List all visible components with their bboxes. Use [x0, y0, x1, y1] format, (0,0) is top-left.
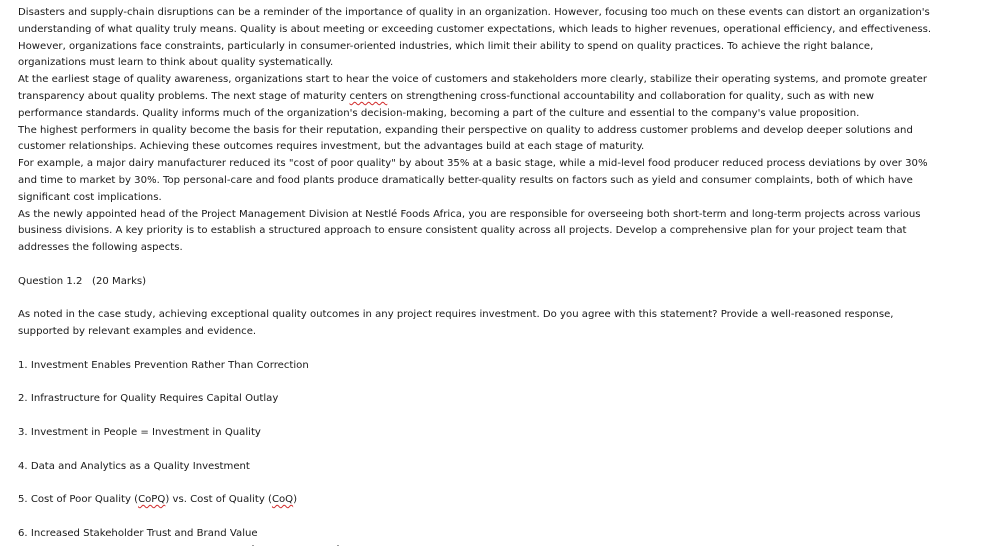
document-body	[18, 5, 938, 543]
blank-line	[18, 341, 938, 358]
list-item-5-middle: ) vs. Cost of Quality (	[165, 494, 272, 506]
paragraph-earliest-stage-part-1: At the earliest stage of quality awareness, organizations start to hear the voice of customers and stakeholders more clearly, stabilize their operating systems, and promote greater transparency about quality problems. The next stage of maturity	[18, 74, 927, 102]
list-item-1: 1. Investment Enables Prevention Rather Than Correction	[18, 359, 309, 371]
spelling-flag-copq[interactable]: CoPQ	[138, 494, 166, 506]
paragraph-earliest-stage	[18, 72, 938, 122]
stray-mark	[337, 545, 339, 546]
blank-line	[18, 291, 938, 308]
list-item-5-suffix: )	[293, 494, 298, 506]
list-item-6: 6. Increased Stakeholder Trust and Brand Value	[18, 527, 258, 539]
question-heading: Question 1.2 (20 Marks)	[18, 275, 147, 287]
paragraph-highest-performers: The highest performers in quality become the basis for their reputation, expanding their perspective on quality to address customer problems and develop deeper solutions and customer relationships. Achieving these outcomes requires investment, but the advantages build at each stage of maturity.	[18, 124, 913, 153]
paragraph-role: As the newly appointed head of the Project Management Division at Nestlé Foods Africa, you are responsible for overseeing both short-term and long-term projects across various business divisions. A key priority is to establish a structured approach to ensure consistent quality across all projects. Develop a comprehensive plan for your project team that addresses the following aspects.	[18, 208, 921, 254]
paragraph-intro: Disasters and supply-chain disruptions can be a reminder of the importance of quality in an organization. However, focusing too much on these events can distort an organization's understanding of what quality truly means. Quality is about meeting or exceeding customer expectations, which leads to higher revenues, operational efficiency, and effectiveness. However, organizations face constraints, particularly in consumer-oriented industries, which limit their ability to spend on quality practices. To achieve the right balance, organizations must learn to think about quality systematically.	[18, 7, 932, 69]
paragraph-earliest-stage-part-2: on strengthening cross-functional accountability and collaboration for quality, such as with new performance standards. Quality informs much of the organization's decision-making, becoming a part of the culture and essential to the company's value proposition.	[18, 90, 874, 119]
blank-line	[18, 442, 938, 459]
stray-mark	[252, 545, 254, 546]
blank-line	[18, 509, 938, 526]
spelling-flag-centers[interactable]: centers	[349, 90, 388, 102]
list-item-2: 2. Infrastructure for Quality Requires Capital Outlay	[18, 393, 279, 405]
blank-line	[18, 375, 938, 392]
list-item-5	[18, 492, 938, 509]
spelling-flag-coq[interactable]: CoQ	[271, 494, 294, 506]
question-text: As noted in the case study, achieving exceptional quality outcomes in any project requires investment. Do you agree with this statement? Provide a well-reasoned response, supported by relevant examples and evidence.	[18, 309, 894, 338]
paragraph-example: For example, a major dairy manufacturer reduced its "cost of poor quality" by about 35% at a basic stage, while a mid-level food producer reduced process deviations by over 30% and time to market by 30%. Top personal-care and food plants produce dramatically better-quality results on factors such as yield and consumer complaints, both of which have significant cost implications.	[18, 158, 928, 203]
list-item-5-prefix: 5. Cost of Poor Quality (	[18, 494, 139, 506]
blank-line	[18, 408, 938, 425]
list-item-3: 3. Investment in People = Investment in Quality	[18, 426, 261, 438]
blank-line	[18, 475, 938, 492]
blank-line	[18, 257, 938, 274]
list-item-4: 4. Data and Analytics as a Quality Investment	[18, 460, 250, 472]
